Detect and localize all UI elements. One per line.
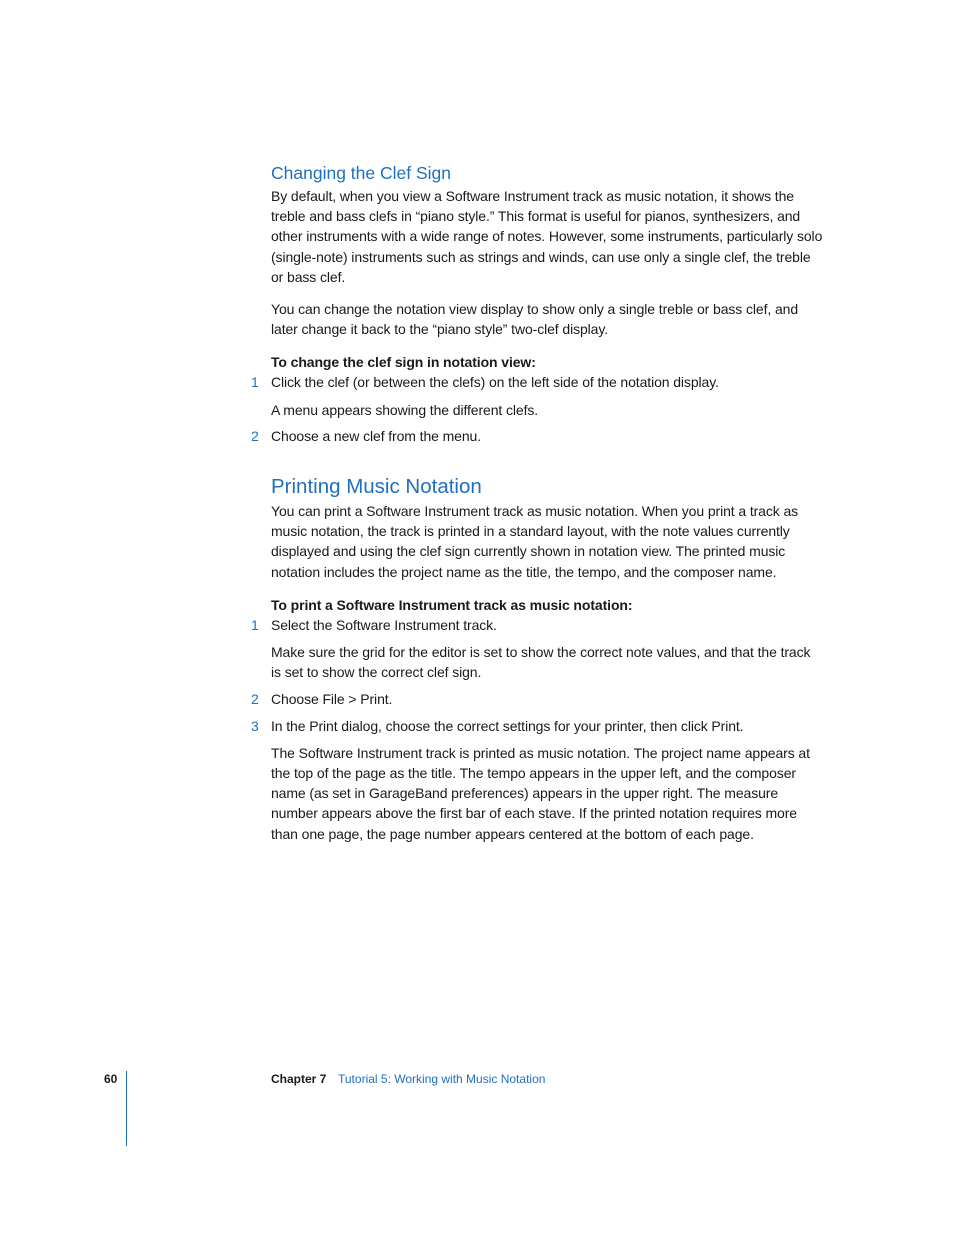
section-heading-clef: Changing the Clef Sign bbox=[271, 163, 451, 183]
step-text: Click the clef (or between the clefs) on the left side of the notation display. bbox=[271, 374, 719, 391]
task-heading: To change the clef sign in notation view: bbox=[271, 354, 536, 371]
step-result: The Software Instrument track is printed as music notation. The project name appears at the top of the page as the title. The tempo appears in the upper left, and the composer name (as set in GarageBand preferences) appears in the upper right. The measure number appears above the first bar of each stave. If the printed notation requires more than one page, the page number appears centered at the bottom of each page. bbox=[271, 744, 810, 842]
step-note: Make sure the grid for the editor is set to show the correct note values, and that the track is set to show the correct clef sign. bbox=[271, 644, 811, 681]
step-number: 2 bbox=[251, 691, 259, 708]
paragraph: You can change the notation view display to show only a single treble or bass clef, and later change it back to the “piano style” two-clef display. bbox=[271, 301, 799, 338]
page-number: 60 bbox=[104, 1072, 118, 1086]
step-item bbox=[251, 689, 823, 709]
step-item bbox=[251, 426, 823, 446]
page-content bbox=[251, 160, 823, 844]
step-item bbox=[251, 716, 823, 736]
step-number: 2 bbox=[251, 427, 259, 444]
step-text: Choose a new clef from the menu. bbox=[271, 427, 482, 444]
task-heading: To print a Software Instrument track as music notation: bbox=[271, 596, 633, 613]
step-result: A menu appears showing the different clefs. bbox=[271, 401, 539, 418]
step-text: Choose File > Print. bbox=[271, 691, 393, 708]
step-text: In the Print dialog, choose the correct settings for your printer, then click Print. bbox=[271, 717, 744, 734]
step-number: 3 bbox=[251, 717, 259, 734]
footer-divider bbox=[126, 1071, 127, 1146]
step-text: Select the Software Instrument track. bbox=[271, 616, 497, 633]
step-item bbox=[251, 615, 823, 635]
step-item bbox=[251, 372, 823, 392]
step-number: 1 bbox=[251, 616, 259, 633]
step-number: 1 bbox=[251, 374, 259, 391]
footer-chapter-title: Tutorial 5: Working with Music Notation bbox=[338, 1072, 546, 1086]
footer-chapter-label: Chapter 7 bbox=[271, 1072, 327, 1086]
paragraph: You can print a Software Instrument track as music notation. When you print a track as music notation, the track is printed in a standard layout, with the note values currently displayed and using the clef sign currently shown in notation view. The printed music notation includes the project name as the title, the tempo, and the composer name. bbox=[271, 503, 799, 580]
section-heading-printing: Printing Music Notation bbox=[271, 475, 482, 499]
paragraph: By default, when you view a Software Instrument track as music notation, it shows the treble and bass clefs in “piano style.” This format is useful for pianos, synthesizers, and other instruments with a wide range of notes. However, some instruments, particularly solo (single-note) instruments such as strings and winds, can use only a single clef, the treble or bass clef. bbox=[271, 188, 823, 285]
